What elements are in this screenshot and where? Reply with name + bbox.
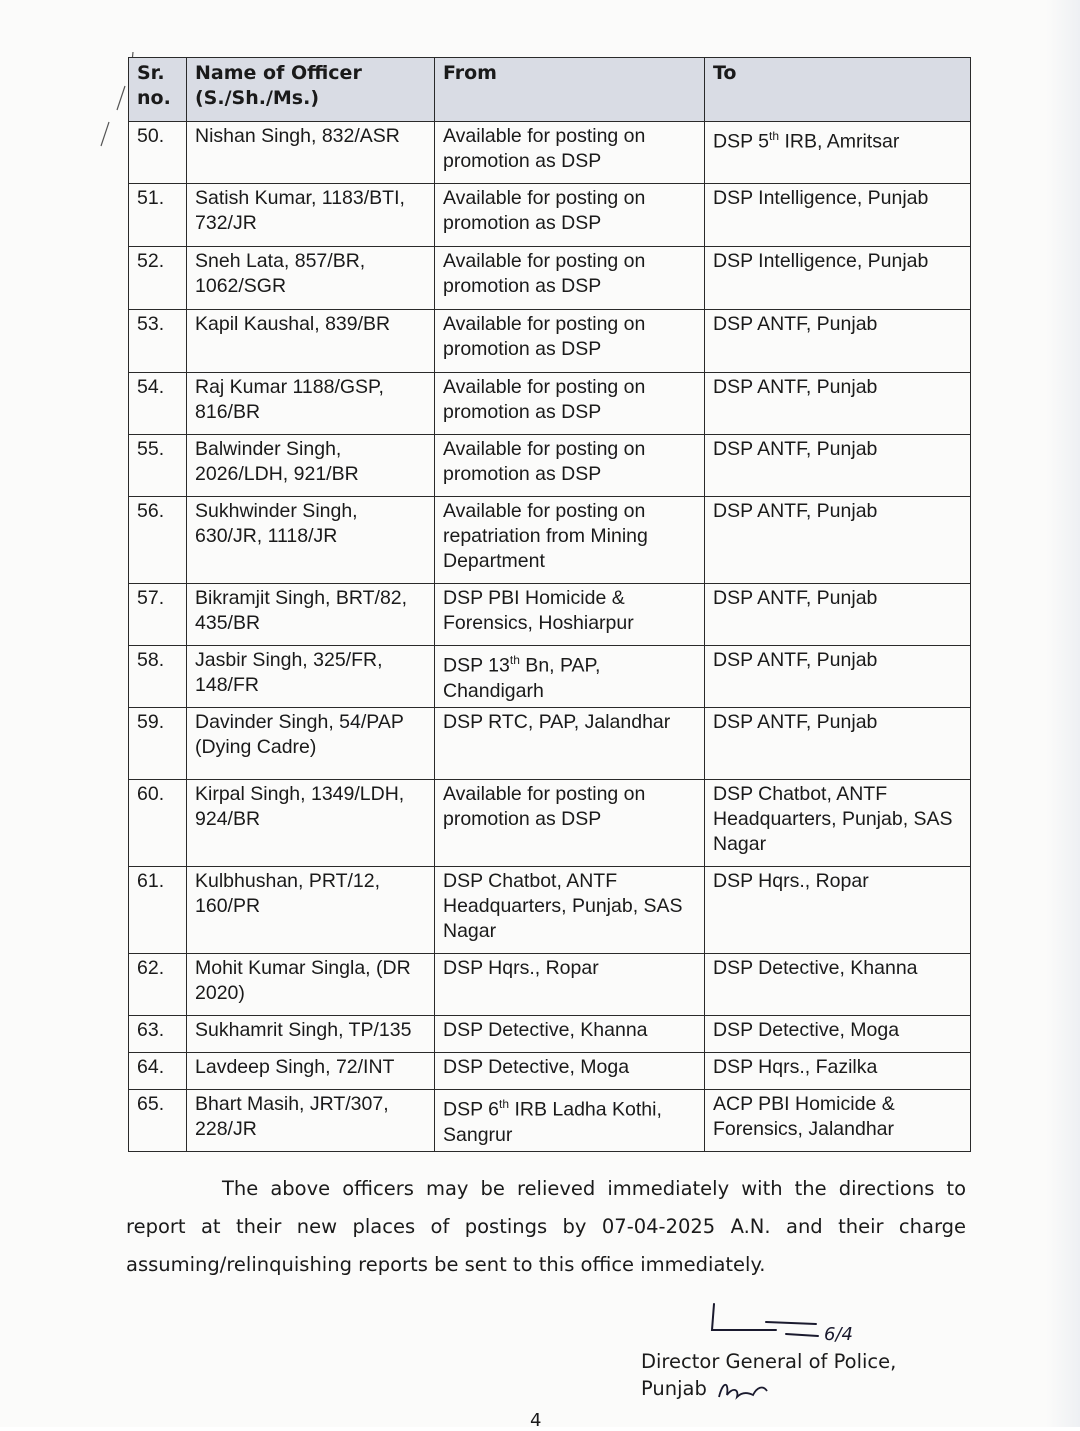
to-cell: DSP Intelligence, Punjab <box>705 184 971 247</box>
table-row <box>129 646 971 708</box>
table-row <box>129 310 971 373</box>
from-cell: DSP PBI Homicide & Forensics, Hoshiarpur <box>435 584 705 646</box>
officer-name-cell: Kirpal Singh, 1349/LDH, 924/BR <box>187 780 435 867</box>
from-cell: Available for posting on promotion as DSP <box>435 373 705 435</box>
from-cell: Available for posting on promotion as DSP <box>435 122 705 184</box>
to-cell: DSP ANTF, Punjab <box>705 373 971 435</box>
signature-date: 6/4 <box>824 1324 853 1345</box>
officer-name-cell: Satish Kumar, 1183/BTI, 732/JR <box>187 184 435 247</box>
table-row <box>129 184 971 247</box>
from-cell: Available for posting on repatriation from Mining Department <box>435 497 705 584</box>
postings-table <box>128 57 971 1152</box>
table-row <box>129 247 971 310</box>
table-row <box>129 780 971 867</box>
table-row <box>129 1016 971 1053</box>
from-cell: Available for posting on promotion as DSP <box>435 247 705 310</box>
to-cell: DSP Intelligence, Punjab <box>705 247 971 310</box>
to-cell: DSP 5th IRB, Amritsar <box>705 122 971 184</box>
handwritten-signature <box>706 1300 886 1350</box>
table-row <box>129 708 971 780</box>
table-row <box>129 497 971 584</box>
from-cell: Available for posting on promotion as DSP <box>435 184 705 247</box>
from-cell: DSP Hqrs., Ropar <box>435 954 705 1016</box>
to-cell: DSP Hqrs., Fazilka <box>705 1053 971 1090</box>
from-cell: DSP Chatbot, ANTF Headquarters, Punjab, SAS Nagar <box>435 867 705 954</box>
officer-name-cell: Raj Kumar 1188/GSP, 816/BR <box>187 373 435 435</box>
from-cell: DSP Detective, Moga <box>435 1053 705 1090</box>
officer-name-cell: Bhart Masih, JRT/307, 228/JR <box>187 1090 435 1152</box>
relieving-directions-paragraph: The above officers may be relieved immediately with the directions to report at their new places of postings by 07-04-2025 A.N. and their charge assuming/relinquishing reports be sent to this office immediately. <box>126 1177 966 1276</box>
sr-no-cell: 59. <box>129 708 187 780</box>
from-cell: DSP Detective, Khanna <box>435 1016 705 1053</box>
officer-name-cell: Nishan Singh, 832/ASR <box>187 122 435 184</box>
header-name-of-officer: Name of Officer (S./Sh./Ms.) <box>187 58 435 122</box>
from-cell: DSP 13th Bn, PAP, Chandigarh <box>435 646 705 708</box>
signatory-block <box>641 1348 941 1403</box>
sr-no-cell: 58. <box>129 646 187 708</box>
to-cell: DSP Detective, Khanna <box>705 954 971 1016</box>
header-to: To <box>705 58 971 122</box>
officer-name-cell: Lavdeep Singh, 72/INT <box>187 1053 435 1090</box>
initials-scribble <box>713 1377 773 1403</box>
sr-no-cell: 65. <box>129 1090 187 1152</box>
sr-no-cell: 64. <box>129 1053 187 1090</box>
signatory-designation: Director General of Police, <box>641 1350 897 1373</box>
from-cell: Available for posting on promotion as DSP <box>435 435 705 497</box>
table-row <box>129 1053 971 1090</box>
to-cell: DSP ANTF, Punjab <box>705 646 971 708</box>
from-cell: DSP RTC, PAP, Jalandhar <box>435 708 705 780</box>
table-row <box>129 584 971 646</box>
sr-no-cell: 60. <box>129 780 187 867</box>
scan-edge-shade <box>1046 0 1080 1427</box>
table-row <box>129 867 971 954</box>
signatory-place: Punjab <box>641 1377 707 1400</box>
sr-no-cell: 50. <box>129 122 187 184</box>
to-cell: DSP ANTF, Punjab <box>705 435 971 497</box>
sr-no-cell: 56. <box>129 497 187 584</box>
header-sr-no: Sr. no. <box>129 58 187 122</box>
to-cell: DSP Hqrs., Ropar <box>705 867 971 954</box>
sr-no-cell: 54. <box>129 373 187 435</box>
table-row <box>129 1090 971 1152</box>
to-cell: DSP Chatbot, ANTF Headquarters, Punjab, SAS Nagar <box>705 780 971 867</box>
to-cell: DSP ANTF, Punjab <box>705 497 971 584</box>
table-row <box>129 954 971 1016</box>
sr-no-cell: 52. <box>129 247 187 310</box>
officer-name-cell: Davinder Singh, 54/PAP (Dying Cadre) <box>187 708 435 780</box>
from-cell: Available for posting on promotion as DSP <box>435 310 705 373</box>
table-header-row <box>129 58 971 122</box>
officer-name-cell: Kapil Kaushal, 839/BR <box>187 310 435 373</box>
table-row <box>129 122 971 184</box>
sr-no-cell: 55. <box>129 435 187 497</box>
sr-no-cell: 63. <box>129 1016 187 1053</box>
sr-no-cell: 57. <box>129 584 187 646</box>
to-cell: DSP Detective, Moga <box>705 1016 971 1053</box>
to-cell: DSP ANTF, Punjab <box>705 708 971 780</box>
page-number: 4 <box>530 1410 542 1431</box>
table-row <box>129 373 971 435</box>
to-cell: DSP ANTF, Punjab <box>705 584 971 646</box>
sr-no-cell: 51. <box>129 184 187 247</box>
officer-name-cell: Kulbhushan, PRT/12, 160/PR <box>187 867 435 954</box>
to-cell: DSP ANTF, Punjab <box>705 310 971 373</box>
officer-name-cell: Sneh Lata, 857/BR, 1062/SGR <box>187 247 435 310</box>
officer-name-cell: Jasbir Singh, 325/FR, 148/FR <box>187 646 435 708</box>
officer-name-cell: Balwinder Singh, 2026/LDH, 921/BR <box>187 435 435 497</box>
officer-name-cell: Mohit Kumar Singla, (DR 2020) <box>187 954 435 1016</box>
officer-name-cell: Sukhamrit Singh, TP/135 <box>187 1016 435 1053</box>
officer-name-cell: Sukhwinder Singh, 630/JR, 1118/JR <box>187 497 435 584</box>
officer-name-cell: Bikramjit Singh, BRT/82, 435/BR <box>187 584 435 646</box>
signatory-place-line <box>641 1375 941 1403</box>
sr-no-cell: 62. <box>129 954 187 1016</box>
from-cell: DSP 6th IRB Ladha Kothi, Sangrur <box>435 1090 705 1152</box>
table-row <box>129 435 971 497</box>
to-cell: ACP PBI Homicide & Forensics, Jalandhar <box>705 1090 971 1152</box>
from-cell: Available for posting on promotion as DSP <box>435 780 705 867</box>
header-from: From <box>435 58 705 122</box>
sr-no-cell: 53. <box>129 310 187 373</box>
sr-no-cell: 61. <box>129 867 187 954</box>
